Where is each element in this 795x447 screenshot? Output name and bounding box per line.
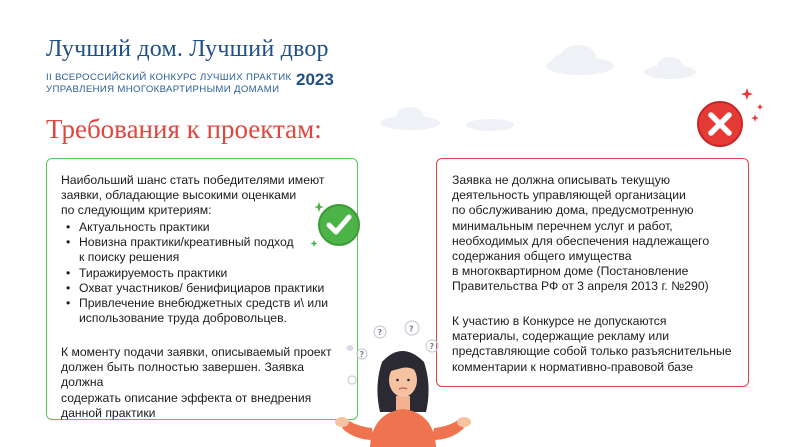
list-item — [65, 266, 335, 281]
svg-text:?: ? — [359, 350, 365, 359]
brand-subtitle-line: II ВСЕРОССИЙСКИЙ КОНКУРС ЛУЧШИХ ПРАКТИК — [46, 72, 292, 83]
brand-subtitle-line: УПРАВЛЕНИЯ МНОГОКВАРТИРНЫМИ ДОМАМИ — [46, 84, 280, 95]
text-line: в многоквартирном доме (Постановление — [452, 264, 689, 279]
text-line: К участию в Конкурсе не допускаются — [452, 314, 667, 328]
thinking-woman-illustration — [328, 318, 478, 447]
text-line: К моменту подачи заявки, описываемый проект — [61, 345, 332, 359]
text-line: заявки, обладающие высокими оценками — [61, 188, 297, 203]
text-line: Заявка не должна описывать текущую — [452, 173, 671, 187]
svg-text:?: ? — [429, 342, 435, 351]
page-title: Требования к проектам: — [46, 114, 322, 144]
cross-badge-icon — [680, 84, 770, 164]
list-item — [65, 281, 335, 296]
cloud-decoration — [360, 95, 530, 135]
text-line: • Охват участников/ бенифициаров практики — [79, 280, 325, 295]
criteria-list — [65, 220, 335, 326]
restrictions-paragraph — [452, 314, 742, 375]
cloud-decoration — [520, 22, 720, 82]
text-line: содержания общего имущества — [452, 249, 632, 264]
text-line: к поиску решения — [79, 250, 180, 265]
restrictions-paragraph — [452, 173, 737, 295]
list-item — [65, 235, 335, 265]
brand-year: 2023 — [296, 70, 334, 89]
text-line: необходимых для обеспечения надлежащего — [452, 233, 710, 248]
text-line: материалы, содержащие рекламу или — [452, 329, 670, 344]
list-item — [65, 296, 335, 326]
text-line: • Привлечение внебюджетных средств и\ или — [79, 296, 329, 311]
list-item — [65, 220, 335, 235]
text-line: • Новизна практики/креативный подход — [79, 235, 294, 250]
text-line: минимальным перечнем услуг и работ, — [452, 218, 673, 233]
check-badge-icon — [306, 196, 366, 256]
brand-subtitle — [46, 72, 291, 96]
text-line: Правительства РФ от 3 апреля 2013 г. №290) — [452, 279, 709, 294]
text-line: • Тиражируемость практики — [79, 265, 228, 280]
text-line: деятельность управляющей организации — [452, 188, 686, 203]
svg-text:?: ? — [409, 324, 414, 334]
text-line: данной практики — [61, 405, 156, 420]
text-line: содержать описание эффекта от внедрения — [61, 390, 312, 405]
brand-title: Лучший дом. Лучший двор — [46, 36, 329, 62]
text-line: комментарии к нормативно-правовой базе — [452, 359, 693, 374]
text-line: использование труда добровольцев. — [79, 311, 287, 326]
criteria-outro — [61, 345, 346, 421]
text-line: по обслуживанию дома, предусмотренную — [452, 203, 694, 218]
text-line: • Актуальность практики — [79, 220, 210, 234]
text-line: представляющие собой только разъяснительные — [452, 344, 732, 359]
text-line: Наибольший шанс стать победителями имеют — [61, 173, 325, 187]
svg-text:?: ? — [377, 328, 383, 337]
text-line: должен быть полностью завершен. Заявка должна — [61, 360, 305, 390]
text-line: по следующим критериям: — [61, 203, 212, 218]
criteria-intro — [61, 173, 341, 219]
